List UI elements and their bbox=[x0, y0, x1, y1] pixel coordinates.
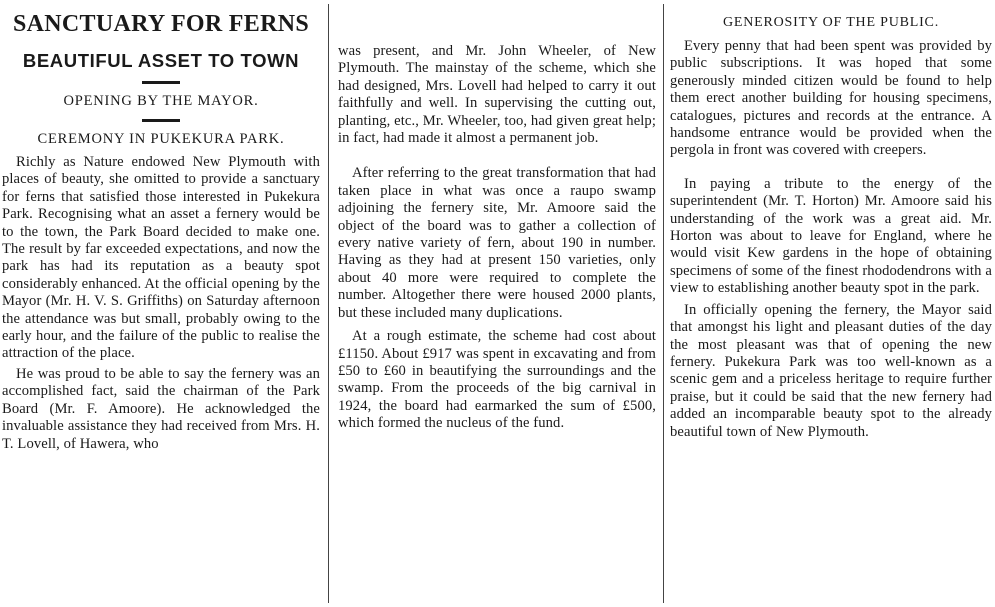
column-2 bbox=[338, 0, 656, 607]
column-3-body bbox=[670, 38, 992, 441]
paragraph: At a rough estimate, the scheme had cost about £1150. About £917 was spent in excavating and from £50 to £60 in beautifying the surroundings and the swamp. From the proceeds of the big carnival in 1924, the board had earmarked the sum of £500, which formed the nucleus of the fund. bbox=[338, 328, 656, 432]
headline: SANCTUARY FOR FERNS bbox=[13, 11, 309, 37]
divider-dash bbox=[142, 119, 180, 122]
paragraph: After referring to the great transformation that had taken place in what was once a raupo swamp adjoining the fernery site, Mr. Amoore said the object of the board was to gather a collection of every native variety of fern, about 190 in number. Having as they had at present 150 varieties, only about 40 more were required to complete the number. Altogether there were housed 2000 plants, but these included many duplications. bbox=[338, 165, 656, 321]
paragraph: In officially opening the fernery, the Mayor said that amongst his light and pleasant duties of the day the most pleasant was that of opening the new fernery. Pukekura Park was too well-known as a scenic gem and a priceless heritage to require further praise, but it could be said that the new fernery had added an incomparable beauty spot to the already beautiful town of New Plymouth. bbox=[670, 301, 992, 440]
paragraph: Richly as Nature endowed New Plymouth with places of beauty, she omitted to provide a sanctuary for ferns that satisfied those interested in Pukekura Park. Recognising what an asset a fernery would be to the town, the Park Board decided to make one. The result by far exceeded expectations, and now the park has had its reputation as a beauty spot considerably enhanced. At the official opening by the Mayor (Mr. H. V. S. Griffiths) on Saturday afternoon the attendance was but small, probably owing to the early hour, and the failure of the public to realise the attraction of the place. bbox=[2, 154, 320, 362]
paragraph: He was proud to be able to say the fernery was an accomplished fact, said the chairman of the Park Board (Mr. F. Amoore). He acknowledged the invaluable assistance they had received from Mrs. H. T. Lovell, of Hawera, who bbox=[2, 365, 320, 452]
section-subhead: GENEROSITY OF THE PUBLIC. bbox=[722, 15, 939, 30]
column-rule bbox=[328, 4, 329, 603]
paragraph: Every penny that had been spent was provided by public subscriptions. It was hoped that some generously minded citizen would be found to help them erect another building for housing specimens, catalogues, pictures and records at the entrance. A handsome entrance would be provided when the pergola in front was covered with creepers. bbox=[670, 38, 992, 159]
paragraph: In paying a tribute to the energy of the superintendent (Mr. T. Horton) Mr. Amoore said his understanding of the work was a great aid. Mr. Horton was about to leave for England, where he would visit Kew gardens in the hope of obtaining specimens of some of the finest rhododendrons with a view to establishing another beauty spot in the park. bbox=[670, 175, 992, 297]
deck-opening: OPENING BY THE MAYOR. bbox=[63, 93, 259, 109]
column-3 bbox=[670, 0, 992, 607]
deck-ceremony: CEREMONY IN PUKEKURA PARK. bbox=[37, 131, 285, 147]
column-1 bbox=[2, 0, 320, 607]
column-1-body bbox=[2, 154, 320, 453]
column-2-body bbox=[338, 43, 656, 433]
divider-dash bbox=[142, 81, 180, 84]
paragraph: was present, and Mr. John Wheeler, of New Plymouth. The mainstay of the scheme, which she had designed, Mrs. Lovell had helped to carry it out faithfully and well. In supervising the cutting out, planting, etc., Mr. Wheeler, too, had given great help; in fact, had made it almost a permanent job. bbox=[338, 43, 656, 147]
column-rule bbox=[663, 4, 664, 603]
subheadline: BEAUTIFUL ASSET TO TOWN bbox=[22, 50, 300, 71]
